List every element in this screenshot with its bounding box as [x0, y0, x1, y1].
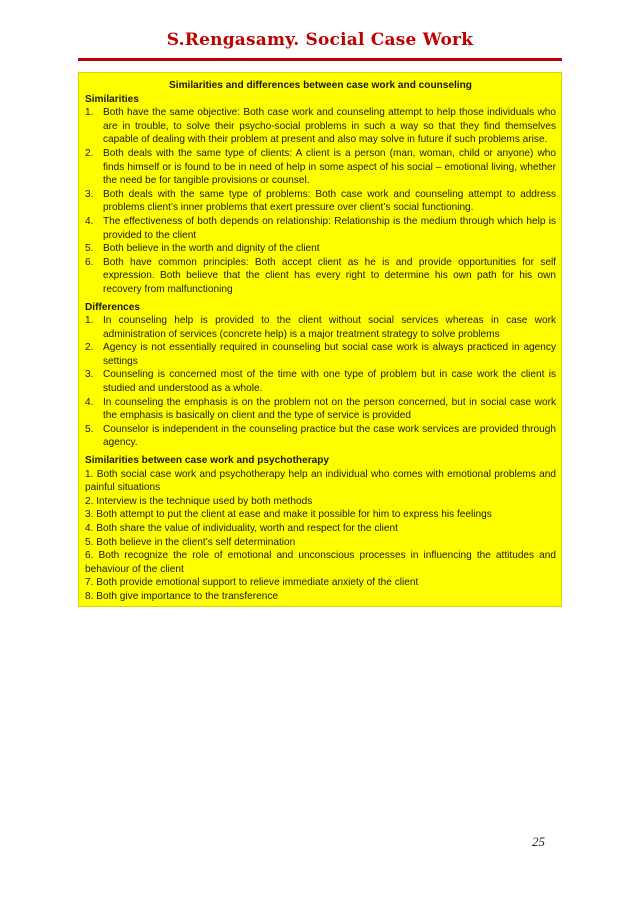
list-item [85, 215, 556, 242]
list-item-text: In counseling the emphasis is on the problem not on the person concerned, but in social case work the emphasis is basically on client and the type of service is provided [103, 396, 556, 422]
list-item: 2. Interview is the technique used by both methods [85, 495, 313, 507]
list-item [85, 423, 556, 450]
list-item-text: Both have the same objective: Both case work and counseling attempt to help those individuals who are in trouble, to solve their psycho-social problems in such a way so that they find themselves capable of dealing with their problem at present and also may solve in future if such problems arise. [103, 107, 556, 146]
list-item-text: Both believe in the worth and dignity of the client [103, 243, 320, 255]
list-item: 8. Both give importance to the transference [85, 590, 279, 602]
list-item [85, 242, 556, 256]
highlight-box [78, 72, 562, 607]
differences-list [85, 314, 556, 450]
box-title: Similarities and differences between case work and counseling [169, 80, 472, 91]
list-item: 3. Both attempt to put the client at ease and make it possible for him to express his feelings [85, 509, 492, 521]
list-item-text: In counseling help is provided to the client without social services whereas in case work administration of services (concrete help) is a major treatment strategy to solve problems [103, 315, 556, 340]
page-header-title: S.Rengasamy. Social Case Work [166, 30, 474, 50]
list-item: 1. Both social case work and psychotherapy help an individual who comes with emotional problems and painful situations [85, 468, 556, 494]
list-item-number: 4. [85, 215, 94, 227]
list-item-number: 5. [85, 243, 94, 255]
list-item-number: 3. [85, 369, 94, 381]
list-item-text: Both deals with the same type of clients: A client is a person (man, woman, child or anyone) who finds himself or is found to be in need of help in some aspect of his social – emotional living, whether the need be for tangible provisions or counsel. [103, 147, 556, 187]
differences-heading: Differences [85, 301, 140, 313]
psychotherapy-list [85, 468, 556, 604]
list-item [85, 188, 556, 215]
list-item-text: Agency is not essentially required in counseling but social case work is always practiced in agency settings [103, 342, 556, 367]
header-rule [78, 58, 562, 61]
list-item-number: 6. [85, 256, 94, 268]
list-item-text: Counseling is concerned most of the time with one type of problem but in case work the client is studied and understood as a whole. [103, 369, 556, 395]
list-item [85, 396, 556, 423]
list-item [85, 314, 556, 341]
list-item-text: Both have common principles: Both accept client as he is and provide opportunities for self expression. Both believe that the client has every right to determine his own path for his own recovery from malfunctioning [103, 256, 556, 295]
list-item-number: 3. [85, 188, 94, 200]
list-item-number: 4. [85, 396, 94, 408]
list-item-text: Counselor is independent in the counseling practice but the case work services are provided through agency. [103, 423, 556, 449]
list-item-number: 5. [85, 423, 94, 435]
psychotherapy-heading: Similarities between case work and psychotherapy [85, 455, 330, 467]
list-item [85, 147, 556, 188]
list-item [85, 106, 556, 147]
list-item-number: 1. [85, 315, 94, 327]
list-item [85, 368, 556, 395]
similarities-list [85, 106, 556, 296]
list-item-text: The effectiveness of both depends on relationship: Relationship is the medium through which help is provided to the client [103, 215, 556, 241]
list-item [85, 256, 556, 297]
list-item: 4. Both share the value of individuality, worth and respect for the client [85, 523, 398, 534]
page-number: 25 [532, 834, 545, 849]
list-item: 5. Both believe in the client’s self determination [85, 536, 296, 548]
list-item-number: 2. [85, 147, 94, 159]
list-item-number: 1. [85, 107, 94, 119]
similarities-heading: Similarities [85, 93, 139, 105]
list-item: 6. Both recognize the role of emotional and unconscious processes in influencing the attitudes and behaviour of the client [85, 550, 556, 575]
list-item-number: 2. [85, 342, 94, 354]
list-item [85, 341, 556, 368]
list-item: 7. Both provide emotional support to relieve immediate anxiety of the client [85, 577, 419, 589]
list-item-text: Both deals with the same type of problems: Both case work and counseling attempt to address problems client’s inner problems that exert pressure over client’s social functioning. [103, 188, 556, 214]
